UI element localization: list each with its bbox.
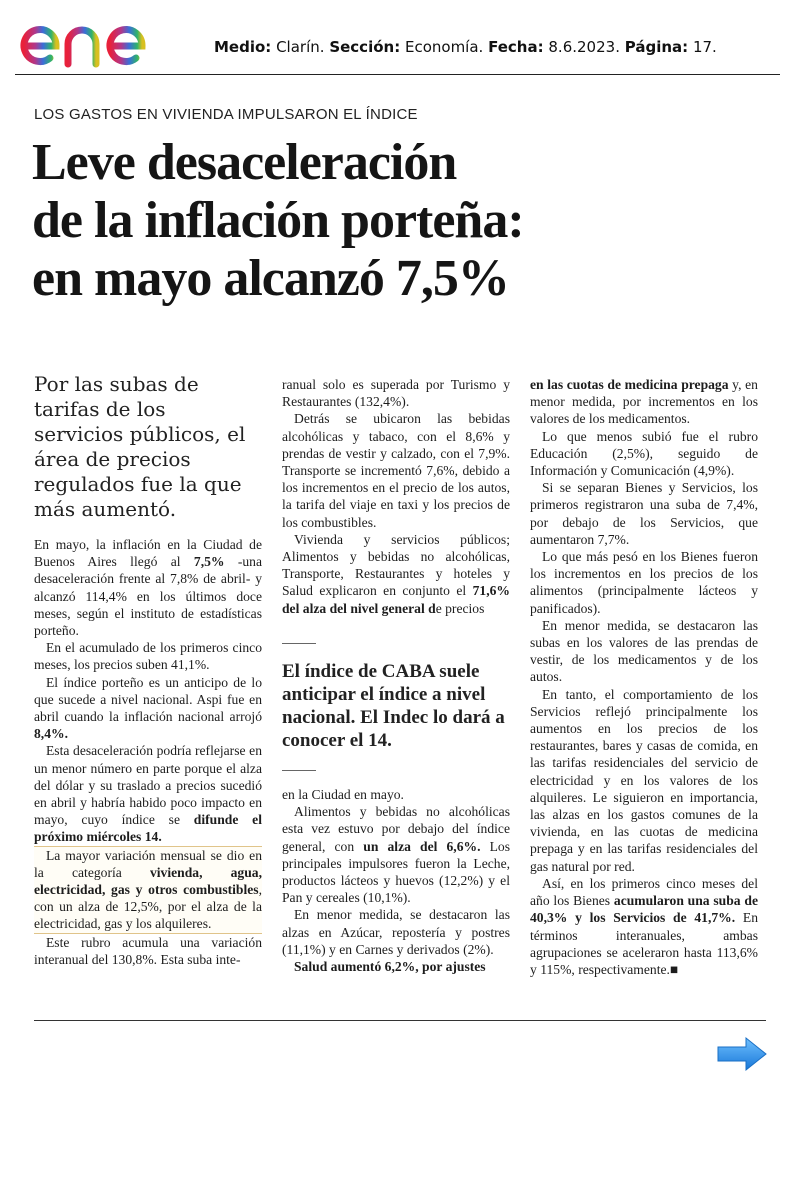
enel-logo	[18, 8, 183, 70]
end-mark: ■	[669, 961, 679, 977]
pagina-label: Página:	[624, 38, 689, 56]
paragraph: En menor medida, se destacaron las alzas en Azúcar, repostería y postres (11,1%) y en Carnes y derivados (2%).	[282, 907, 510, 957]
paragraph: en la Ciudad en mayo.	[282, 787, 404, 802]
medio-value: Clarín.	[276, 38, 325, 56]
paragraph: Alimentos y bebidas no alcohólicas esta vez estuvo por debajo del índice general, con un alza del 6,6%. Los principales impulsores fueron la Leche, productos lácteos y huevos (12,2%) y el Pan y cereales (10,1%).	[282, 804, 511, 906]
paragraph: Salud aumentó 6,2%, por ajustes	[294, 959, 486, 975]
paragraph: en las cuotas de medicina prepaga y, en menor medida, por incrementos en los valores de los medicamentos.	[530, 377, 758, 427]
headline-line: en mayo alcanzó 7,5%	[32, 250, 509, 307]
medio-label: Medio:	[214, 38, 272, 56]
article-kicker: LOS GASTOS EN VIVIENDA IMPULSARON EL ÍNDICE	[34, 106, 418, 123]
highlighted-paragraph: La mayor variación mensual se dio en la categoría vivienda, agua, electricidad, gas y otros combustibles, con un alza de 12,5%, por el alza de la electricidad, gas y los alquileres.	[34, 846, 262, 934]
fecha-label: Fecha:	[488, 38, 544, 56]
article-deck: Por las subas de tarifas de los servicios públicos, el área de precios regulados fue la que más aumentó.	[34, 372, 246, 521]
pagina-value: 17.	[692, 38, 717, 56]
headline-line: de la inflación porteña:	[32, 192, 524, 249]
paragraph: Esta desaceleración podría reflejarse en un menor número en parte porque el alza del dólar y su traslado a precios sucedió en abril y habría habido poco impacto en mayo, cuyo índice se difunde el próximo miércoles 14.	[34, 743, 262, 845]
paragraph: En menor medida, se destacaron las subas en los valores de las prendas de vestir, de los medicamentos y de los autos.	[530, 617, 758, 685]
paragraph: En el acumulado de los primeros cinco meses, los precios suben 41,1%.	[34, 640, 262, 673]
pull-quote-rule-bottom	[282, 770, 316, 771]
pull-quote-rule-top	[282, 643, 316, 644]
source-metadata	[214, 38, 717, 56]
fecha-value: 8.6.2023.	[548, 38, 620, 56]
paragraph: Detrás se ubicaron las bebidas alcohólicas y tabaco, con el 8,6% y prendas de vestir y calzado, con el 7,9%. Transporte se incrementó 7,6%, debido a los incrementos en el precio de los autos, la tarifa del viaje en taxi y los precios de los combustibles.	[282, 411, 510, 530]
header-divider	[15, 74, 780, 75]
paragraph: Este rubro acumula una variación interanual del 130,8%. Esta suba inte-	[34, 934, 262, 967]
right-arrow-icon[interactable]	[716, 1036, 768, 1072]
seccion-value: Economía.	[404, 38, 484, 56]
paragraph: Lo que más pesó en los Bienes fueron los incrementos en los precios de los alimentos (principalmente lácteos y panificados).	[530, 549, 758, 616]
headline-line: Leve desaceleración	[32, 134, 457, 191]
pull-quote: El índice de CABA suele anticipar el índice a nivel nacional. El Indec lo dará a conocer el 14.	[282, 661, 505, 751]
paragraph: Lo que menos subió fue el rubro Educación (2,5%), seguido de Información y Comunicación (4,9%).	[530, 428, 758, 479]
article-bottom-rule	[34, 1020, 766, 1021]
paragraph: Así, en los primeros cinco meses del año los Bienes acumularon una suba de 40,3% y los Servicios de 41,7%. En términos interanuales, ambas agrupaciones se aceleraron hasta 113,6% y 115%, respectivamente.■	[530, 875, 759, 977]
paragraph: Si se separan Bienes y Servicios, los primeros registraron una suba de 7,4%, por debajo de los Servicios, que aumentaron 7,7%.	[530, 480, 758, 547]
paragraph: El índice porteño es un anticipo de lo que sucede a nivel nacional. Aspi fue en abril cuando la inflación nacional arrojó 8,4%.	[34, 674, 262, 742]
article-column-3	[530, 376, 758, 978]
seccion-label: Sección:	[329, 38, 401, 56]
article-column-2-continued	[282, 786, 510, 975]
article-column-2	[282, 376, 510, 617]
paragraph: En tanto, el comportamiento de los Servicios reflejó principalmente los aumentos en los precios de los restaurantes, bares y casas de comida, en las tarifas residenciales del servicio de electricidad y en los valores de los alquileres. Le siguieron en importancia, las alzas en los gastos comunes de la vivienda, en las cuotas de medicina prepaga y en las tarifas residenciales del gas natural por red.	[530, 686, 758, 874]
paragraph: ranual solo es superada por Turismo y Restaurantes (132,4%).	[282, 377, 510, 410]
paragraph: Vivienda y servicios públicos; Alimentos y bebidas no alcohólicas, Transporte, Restaurantes y hoteles y Salud explicaron en conjunto el 71,6% del alza del nivel general de precios	[282, 531, 510, 616]
article-column-1	[34, 536, 262, 968]
paragraph: En mayo, la inflación en la Ciudad de Buenos Aires llegó al 7,5% -una desaceleración frente al 7,8% de abril- y alcanzó 114,4% en los últimos doce meses, según el instituto de estadísticas porteño.	[34, 537, 262, 639]
article-headline	[32, 134, 772, 308]
